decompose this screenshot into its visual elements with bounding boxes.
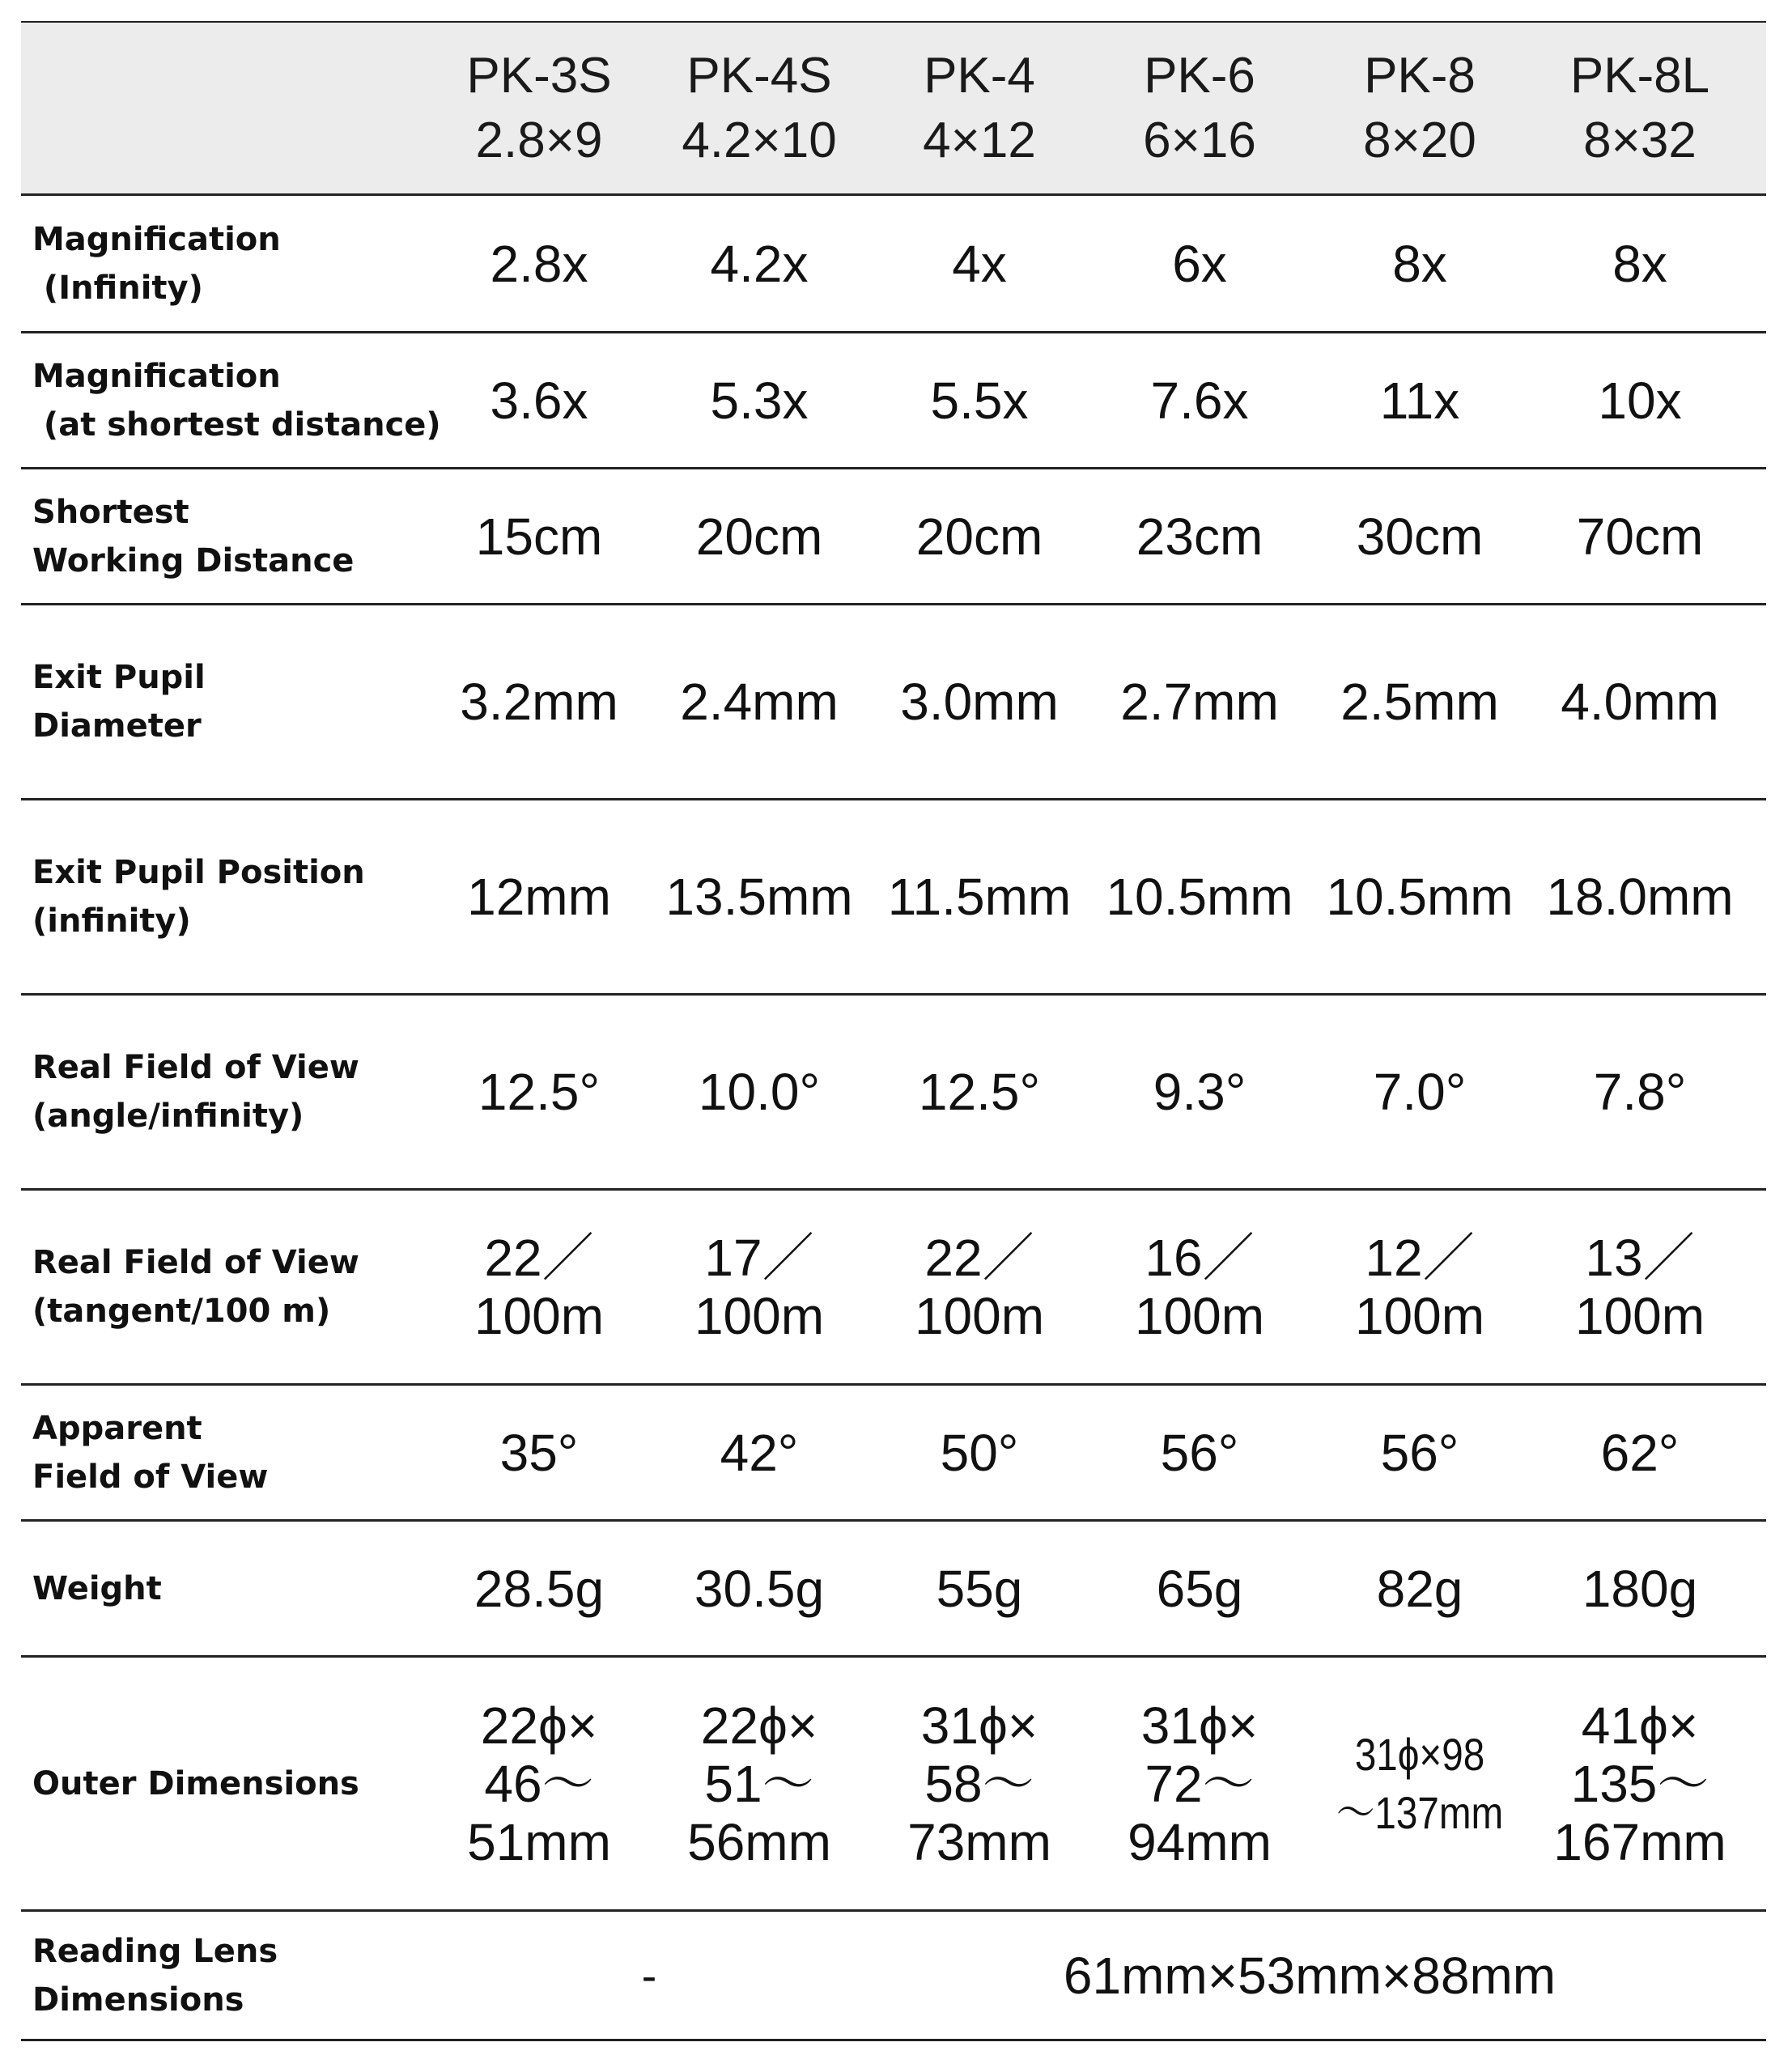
row-label-line: Field of View [32, 1458, 269, 1496]
cell-value: 3.2mm [460, 673, 618, 731]
table-cell [429, 1229, 649, 1345]
reading-lens-value: 61mm×53mm×88mm [1063, 1946, 1557, 2005]
row-label-line: Apparent [32, 1409, 202, 1447]
table-cell [1089, 1229, 1310, 1345]
row-label-line: Exit Pupil Position [32, 854, 365, 891]
model-column-header [1089, 23, 1310, 193]
table-cell [429, 235, 649, 293]
cell-value: 9.3° [1153, 1063, 1247, 1121]
cell-value: 100m [1354, 1287, 1485, 1345]
table-row [21, 605, 1766, 800]
cell-value: 2.8x [490, 234, 588, 293]
table-cell [429, 1063, 649, 1121]
table-cell [1530, 868, 1750, 926]
table-cell [1310, 673, 1530, 731]
table-row [21, 800, 1766, 996]
cell-value: 82g [1376, 1559, 1463, 1618]
cell-value: 6x [1172, 234, 1227, 293]
table-cell [429, 1696, 649, 1871]
table-cell [1530, 1063, 1750, 1121]
cell-value: 18.0mm [1546, 868, 1734, 926]
cell-value: 10.0° [698, 1063, 821, 1121]
cell-value: 135～ [1570, 1754, 1709, 1813]
cell-value: 30cm [1356, 507, 1484, 566]
table-row [21, 469, 1766, 605]
model-spec: 4×12 [923, 112, 1036, 168]
model-name: PK-4S [686, 47, 832, 104]
table-cell [1530, 1560, 1750, 1618]
table-row [21, 196, 1766, 333]
model-spec: 6×16 [1143, 112, 1256, 168]
table-cell [429, 507, 649, 566]
cell-value: 51～ [704, 1754, 814, 1813]
table-cell [649, 868, 869, 926]
table-cell [1089, 372, 1310, 430]
row-label-line: Diameter [32, 707, 202, 745]
row-label [21, 653, 429, 750]
cell-value: 56° [1160, 1423, 1239, 1482]
cell-value: 8x [1392, 234, 1447, 293]
table-cell [649, 372, 869, 430]
model-column-header [649, 23, 869, 193]
table-cell [1089, 868, 1310, 926]
table-cell [1089, 1560, 1310, 1618]
table-cell [1089, 507, 1310, 566]
cell-value: 11x [1379, 371, 1460, 430]
row-label-line: Outer Dimensions [32, 1764, 359, 1802]
table-cell [869, 372, 1089, 430]
table-cell [1089, 1424, 1310, 1482]
model-column-header [1310, 23, 1530, 193]
cell-value: 17／ [704, 1229, 814, 1287]
model-name: PK-6 [1144, 47, 1255, 104]
row-label-line: (angle/infinity) [32, 1098, 304, 1135]
row-label [21, 1043, 429, 1140]
table-cell [649, 1424, 869, 1482]
table-cell [1530, 235, 1750, 293]
spec-table [21, 21, 1766, 2041]
row-label [21, 215, 429, 312]
cell-value: 13／ [1585, 1229, 1695, 1287]
model-spec: 4.2×10 [682, 112, 837, 168]
cell-value: 20cm [695, 507, 823, 566]
cell-value: 100m [914, 1287, 1045, 1345]
cell-value: 42° [720, 1423, 799, 1482]
row-label [21, 848, 429, 945]
cell-value: 15cm [475, 507, 603, 566]
row-label-line: Dimensions [32, 1981, 244, 2019]
cell-value: 4x [952, 234, 1007, 293]
cell-value: 12.5° [918, 1063, 1041, 1121]
table-cell [1310, 1229, 1530, 1345]
cell-value: 100m [1134, 1287, 1265, 1345]
model-name: PK-4 [924, 47, 1035, 104]
row-label-line: Reading Lens [32, 1932, 278, 1970]
row-label [21, 352, 441, 449]
cell-value: 56° [1380, 1423, 1459, 1482]
cell-value: 30.5g [694, 1559, 825, 1618]
row-label-line: Magnification [32, 220, 281, 258]
cell-value: 94mm [1128, 1812, 1272, 1871]
row-label-line: (infinity) [32, 902, 191, 940]
table-cell [429, 1560, 649, 1618]
row-label-line: Real Field of View [32, 1244, 359, 1281]
table-cell [649, 673, 869, 731]
table-cell [649, 507, 869, 566]
cell-value: 8x [1612, 234, 1667, 293]
cell-value: 62° [1600, 1423, 1680, 1482]
cell-value: 7.8° [1593, 1063, 1687, 1121]
cell-value: 5.5x [930, 371, 1029, 430]
cell-value: 73mm [907, 1812, 1051, 1871]
cell-value: 2.5mm [1340, 673, 1499, 731]
cell-value: ～137mm [1336, 1786, 1504, 1838]
cell-value: 58～ [924, 1754, 1034, 1813]
table-cell [429, 1424, 649, 1482]
table-cell [649, 1696, 869, 1871]
table-cell [649, 1560, 869, 1618]
cell-value: 23cm [1136, 507, 1263, 566]
model-spec: 2.8×9 [475, 112, 603, 168]
cell-value: 65g [1156, 1559, 1243, 1618]
row-label-line: Weight [32, 1569, 162, 1607]
row-label-line: (tangent/100 m) [32, 1293, 331, 1330]
reading-lens-dash: - [641, 1950, 657, 2001]
cell-value: 3.0mm [900, 673, 1059, 731]
cell-value: 2.4mm [680, 673, 839, 731]
cell-value: 41ϕ× [1581, 1696, 1699, 1755]
table-cell [649, 1063, 869, 1121]
cell-value: 31ϕ×98 [1354, 1728, 1485, 1780]
table-cell [1310, 507, 1530, 566]
table-cell [1326, 1726, 1513, 1842]
cell-value: 3.6x [490, 371, 588, 430]
table-cell [1530, 1424, 1750, 1482]
cell-value: 180g [1582, 1559, 1698, 1618]
table-body [21, 196, 1766, 1912]
cell-value: 167mm [1553, 1812, 1726, 1871]
row-label-line: (at shortest distance) [32, 405, 441, 444]
table-cell [869, 868, 1089, 926]
model-spec: 8×20 [1363, 112, 1476, 168]
table-cell [1310, 1560, 1530, 1618]
table-row [21, 996, 1766, 1191]
cell-value: 4.0mm [1561, 673, 1719, 731]
header-corner [21, 23, 429, 193]
cell-value: 46～ [484, 1754, 594, 1813]
table-cell [869, 1560, 1089, 1618]
cell-value: 22ϕ× [700, 1696, 818, 1755]
table-cell [1530, 673, 1750, 731]
row-label [21, 1565, 429, 1613]
model-column-header [869, 23, 1089, 193]
cell-value: 35° [499, 1423, 579, 1482]
cell-value: 100m [1574, 1287, 1705, 1345]
cell-value: 50° [940, 1423, 1019, 1482]
cell-value: 28.5g [474, 1559, 605, 1618]
table-cell [1530, 507, 1750, 566]
row-label [21, 1760, 429, 1808]
table-cell [1089, 1696, 1310, 1871]
cell-value: 22／ [924, 1229, 1034, 1287]
cell-value: 22／ [484, 1229, 594, 1287]
table-cell [429, 372, 649, 430]
cell-value: 56mm [687, 1812, 831, 1871]
cell-value: 10.5mm [1326, 868, 1514, 926]
table-cell [869, 1696, 1089, 1871]
cell-value: 31ϕ× [920, 1696, 1038, 1755]
row-label-line: Real Field of View [32, 1049, 359, 1086]
cell-value: 12mm [467, 868, 611, 926]
table-cell [1310, 1063, 1530, 1121]
table-cell [869, 235, 1089, 293]
table-cell [1310, 1424, 1530, 1482]
table-cell [429, 673, 649, 731]
cell-value: 13.5mm [665, 868, 853, 926]
cell-value: 12／ [1365, 1229, 1475, 1287]
row-label-line: (Infinity) [32, 269, 203, 307]
table-cell [1530, 372, 1750, 430]
table-cell [1530, 1696, 1750, 1871]
row-label-line: Exit Pupil [32, 659, 206, 696]
model-name: PK-3S [466, 47, 612, 104]
table-row [21, 1522, 1766, 1658]
row-label-line: Magnification [32, 357, 281, 395]
table-cell [869, 507, 1089, 566]
cell-value: 5.3x [710, 371, 809, 430]
table-cell [649, 1229, 869, 1345]
reading-lens-row [21, 1912, 1766, 2041]
cell-value: 4.2x [710, 234, 809, 293]
table-cell [1310, 372, 1530, 430]
model-spec: 8×32 [1583, 112, 1697, 168]
table-row [21, 1191, 1766, 1386]
cell-value: 22ϕ× [480, 1696, 598, 1755]
model-column-header [429, 23, 649, 193]
cell-value: 7.6x [1150, 371, 1249, 430]
row-label [21, 1238, 429, 1335]
cell-value: 20cm [915, 507, 1043, 566]
table-cell [869, 1063, 1089, 1121]
row-label-line: Working Distance [32, 541, 355, 580]
table-cell [1089, 235, 1310, 293]
cell-value: 51mm [467, 1812, 611, 1871]
cell-value: 16／ [1145, 1229, 1255, 1287]
table-row [21, 1386, 1766, 1522]
cell-value: 100m [694, 1287, 825, 1345]
row-label [21, 1927, 429, 2024]
cell-value: 7.0° [1373, 1063, 1467, 1121]
cell-value: 10.5mm [1106, 868, 1293, 926]
table-cell [649, 235, 869, 293]
cell-value: 31ϕ× [1140, 1696, 1259, 1755]
row-label [21, 1404, 429, 1501]
cell-value: 100m [474, 1287, 605, 1345]
model-column-header [1530, 23, 1750, 193]
table-cell [869, 673, 1089, 731]
table-cell [869, 1229, 1089, 1345]
table-cell [869, 1424, 1089, 1482]
model-name: PK-8L [1569, 47, 1710, 104]
cell-value: 55g [936, 1559, 1023, 1618]
table-cell [1310, 235, 1530, 293]
row-label [21, 488, 429, 585]
table-cell [1089, 1063, 1310, 1121]
table-cell [1089, 673, 1310, 731]
table-cell [1530, 1229, 1750, 1345]
table-row [21, 1658, 1766, 1912]
cell-value: 12.5° [478, 1063, 601, 1121]
table-header [21, 21, 1766, 196]
row-label-line: Shortest [32, 493, 189, 531]
cell-value: 10x [1598, 371, 1682, 430]
table-cell [429, 868, 649, 926]
cell-value: 2.7mm [1120, 673, 1279, 731]
model-name: PK-8 [1364, 47, 1476, 104]
cell-value: 70cm [1576, 507, 1704, 566]
table-row [21, 333, 1766, 469]
cell-value: 11.5mm [887, 868, 1072, 926]
table-cell [1310, 868, 1530, 926]
cell-value: 72～ [1145, 1754, 1255, 1813]
